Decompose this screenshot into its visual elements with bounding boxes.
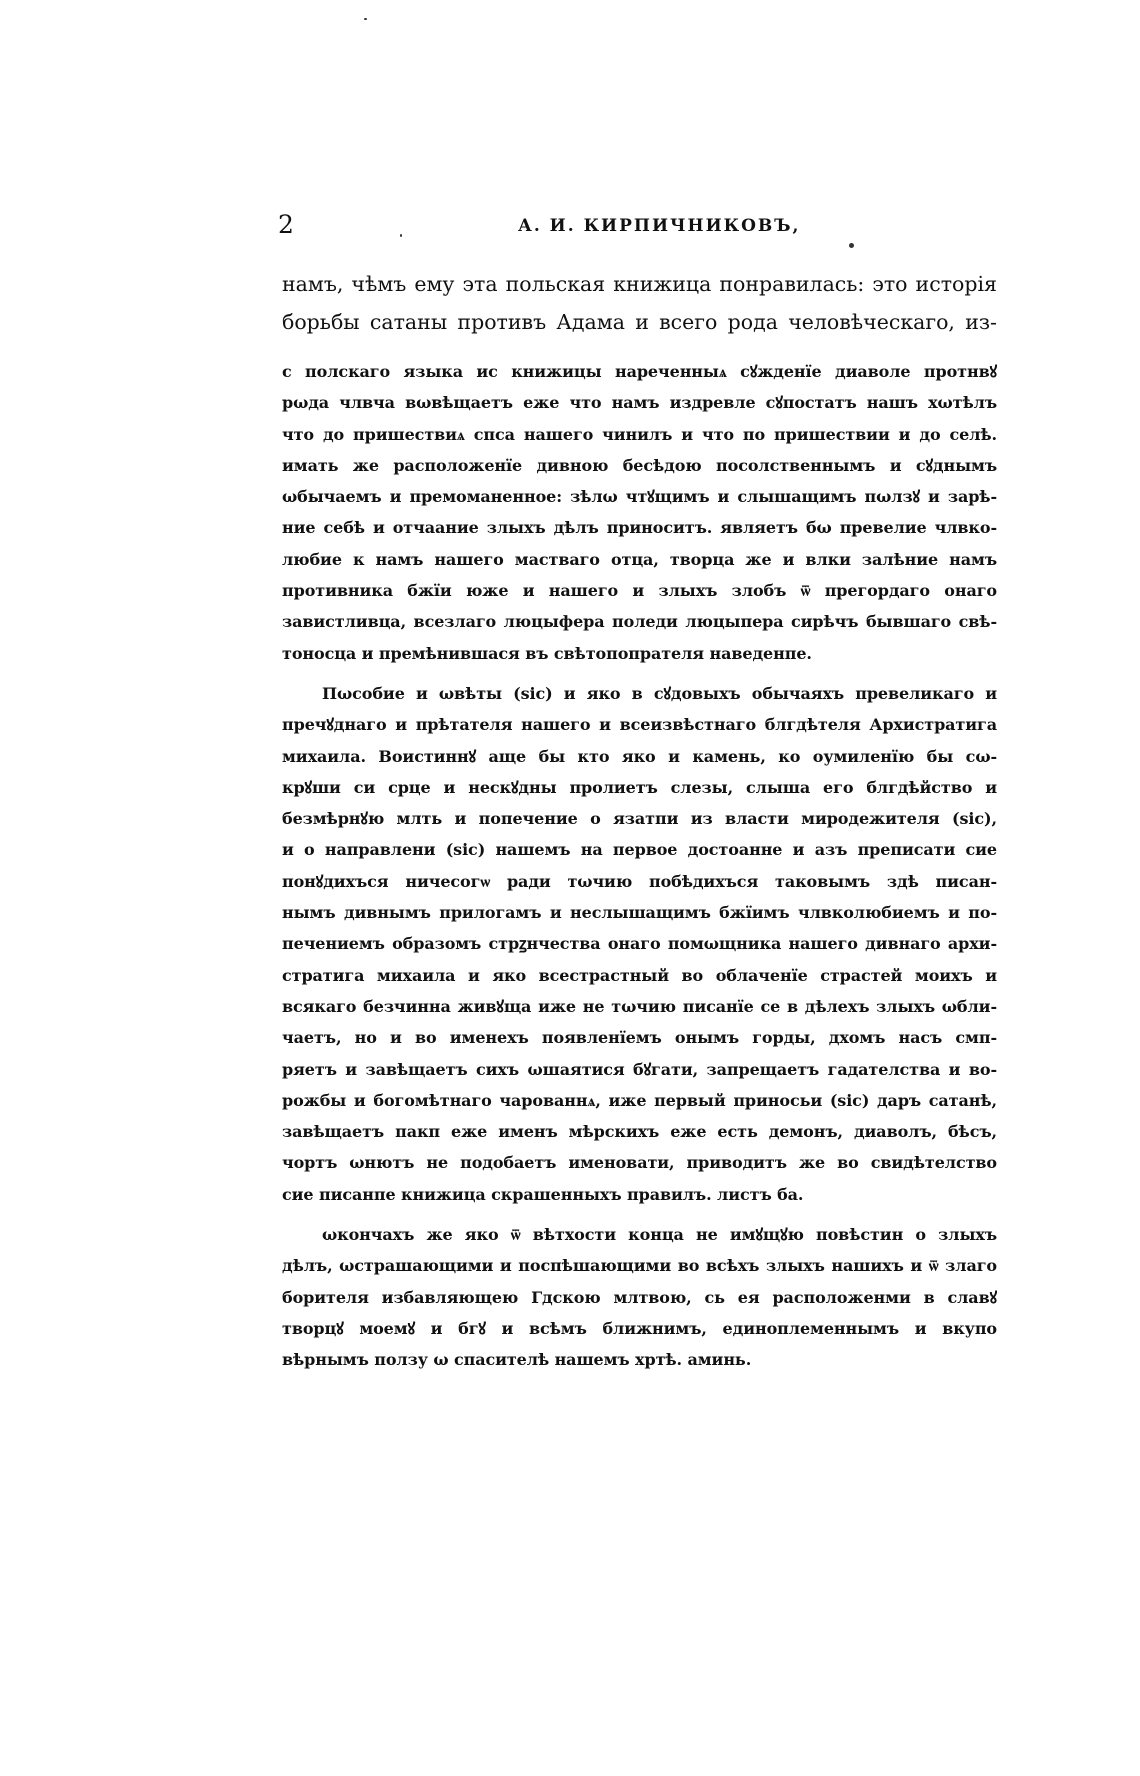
quote-line: что до пришествиѧ спса нашего чинилъ и что по пришествии и до селѣ. [282,424,997,444]
quote-line: любие к намъ нашего мастваго отца, творца же и влки залѣние намъ [282,549,997,569]
quote-paragraph-2 [282,678,997,1210]
quote-line: безмѣрнꙋю млть и попечение о язатпи из власти миродежителя (sic), [282,809,997,829]
quote-line: ряетъ и завѣщаетъ сихъ ωшаятися бꙋгати, запрещаетъ гадателства и во- [282,1059,997,1079]
quote-line: завистливца, всезлаго люцыфера поледи люцыпера сирѣчъ бывшаго свѣ- [282,612,997,632]
quote-line: печениемъ образомъ стрꙁнчества онаго помωщника нашего дивнаго архи- [282,934,997,954]
quote-line: противника бжїи юже и нашего и злыхъ злобъ ѿ прегордаго онаго [282,581,997,601]
quote-line: сие писанпе книжица скрашенныхъ правилъ. листъ ба. [282,1184,804,1204]
running-head: А. И. КИРПИЧНИКОВЪ, [518,216,801,236]
quote-line: дѣлъ, ωстрашающими и поспѣшающими во всѣхъ злыхъ нашихъ и ѿ злаго [282,1256,997,1276]
quote-line: тоносца и премѣнившася въ свѣтопопрателя наведенпе. [282,643,812,663]
quote-paragraph-3 [282,1219,997,1375]
page-header [278,210,1000,246]
print-speck [364,18,367,20]
quote-line: крꙋши си срце и нескꙋдны пролиетъ слезы, слыша его блгдѣйство и [282,777,997,797]
quote-line: михаила. Воистиннꙋ аще бы кто яко и камень, ко оумиленїю бы сω- [282,746,997,766]
quote-line: ωбычаемъ и премоманенное: зѣлω чтꙋщимъ и слышащимъ пωлзꙋ и зарѣ- [282,487,997,507]
quote-line: имать же расположенїе дивною бесѣдою посолственнымъ и сꙋднымъ [282,455,997,475]
intro-paragraph [282,265,997,341]
quoted-passage [282,356,997,1385]
quote-line: завѣщаетъ пакп еже именъ мѣрскихъ еже есть демонъ, диаволъ, бѣсъ, [282,1122,997,1142]
quote-line: понꙋдихъся ничесогѡ ради тωчию побѣдихъся таковымъ здѣ писан- [282,871,997,891]
quote-line: вѣрнымъ ползу ω спасителѣ нашемъ хртѣ. аминь. [282,1350,752,1370]
quote-line: и о направлени (sic) нашемъ на первое достоанне и азъ преписати сие [282,840,997,860]
quote-paragraph-1 [282,356,997,669]
page-number: 2 [278,210,294,239]
quote-line: с полскаго языка ис книжицы нареченныѧ сꙋжденїе диаволе протнвꙋ [282,362,997,381]
quote-line: чаетъ, но и во именехъ появленїемъ онымъ горды, дхомъ насъ смп- [282,1028,997,1048]
text-line: борьбы сатаны противъ Адама и всего рода человѣческаго, из- [282,310,997,334]
text-line: намъ, чѣмъ ему эта польская книжица понравилась: это исторія [282,272,997,296]
quote-line: чортъ ωнютъ не подобаетъ именовати, приводитъ же во свидѣтелство [282,1153,997,1173]
quote-line: Пωсобие и ωвѣты (sic) и яко в сꙋдовыхъ обычаяхъ превеликаго и [322,683,997,703]
quote-line: нымъ дивнымъ прилогамъ и неслышащимъ бжїимъ члвколюбиемъ и по- [282,903,997,923]
quote-line: стратига михаила и яко всестрастный во облаченїе страстей моихъ и [282,965,997,985]
quote-line: рожбы и богомѣтнаго чарованнѧ, иже первый приносьи (sic) даръ сатанѣ, [282,1090,997,1110]
quote-line: ние себѣ и отчаание злыхъ дѣлъ приноситъ. являетъ бω превелие члвко- [282,518,997,538]
quote-line: всякаго безчинна живꙋща иже не тωчию писанїе се в дѣлехъ злыхъ ωбли- [282,996,997,1016]
quote-line: пречꙋднаго и прѣтателя нашего и всеизвѣстнаго блгдѣтеля Архистратига [282,715,997,735]
quote-line: борителя избавляющею Гдскою млтвою, сь ея расположенми в славꙋ [282,1287,997,1307]
quote-line: рωда члвча вωвѣщаетъ еже что намъ издревле сꙋпостатъ нашъ хωтѣлъ [282,393,997,413]
quote-line: творцꙋ моемꙋ и бгꙋ и всѣмъ ближнимъ, единоплеменнымъ и вкупо [282,1318,997,1338]
quote-line: ωкончахъ же яко ѿ вѣтхости конца не имꙋщꙋю повѣстин о злыхъ [322,1225,997,1245]
